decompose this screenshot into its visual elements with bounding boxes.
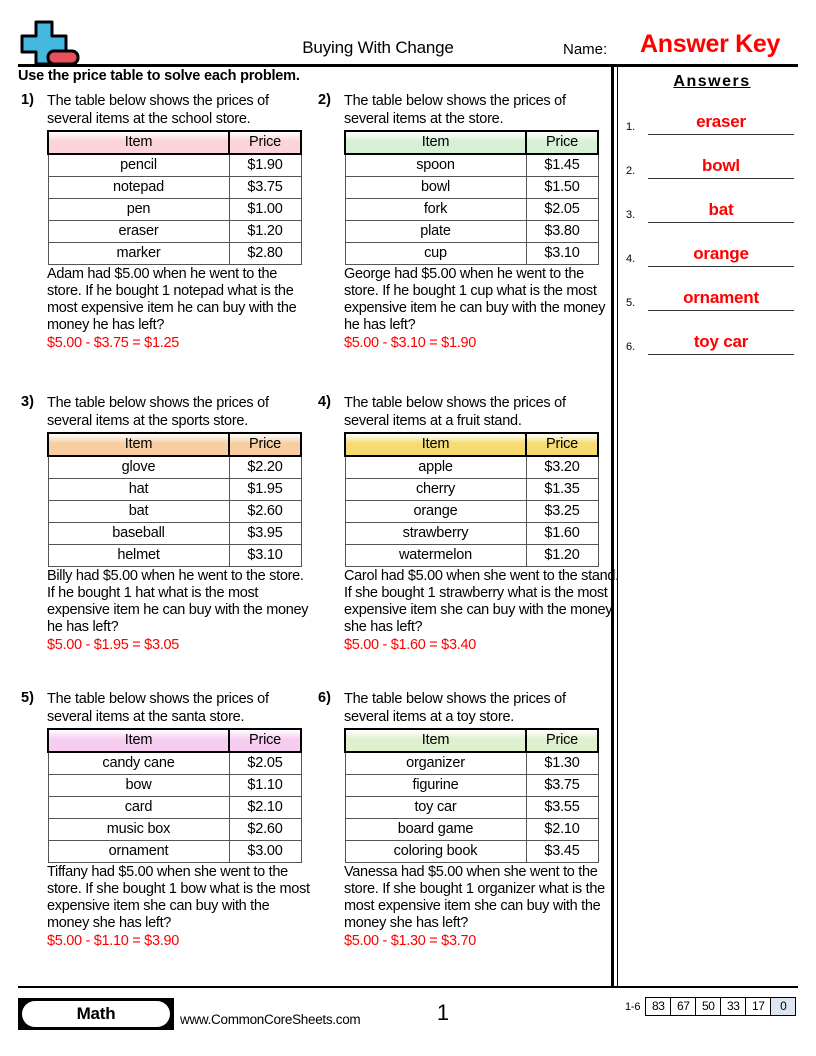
item-cell: organizer <box>345 752 526 775</box>
table-row <box>345 198 598 220</box>
price-cell: $2.20 <box>229 456 301 479</box>
column-header-price: Price <box>229 433 301 456</box>
problem-2 <box>315 92 608 352</box>
table-row <box>48 242 301 264</box>
problem-stem: The table below shows the prices of several items at the sports store. <box>47 395 269 430</box>
problem-3 <box>18 394 311 654</box>
price-table <box>47 432 302 567</box>
item-cell: bow <box>48 774 229 796</box>
table-row <box>345 242 598 264</box>
table-header-row <box>345 433 598 456</box>
item-cell: orange <box>345 500 526 522</box>
column-header-price: Price <box>526 729 598 752</box>
column-header-price: Price <box>526 131 598 154</box>
item-cell: apple <box>345 456 526 479</box>
price-cell: $1.35 <box>526 478 598 500</box>
table-row <box>48 220 301 242</box>
answer-row <box>622 267 802 311</box>
answer-number: 2. <box>626 165 636 177</box>
answer-value: ornament <box>683 288 759 307</box>
item-cell: ornament <box>48 840 229 862</box>
table-row <box>345 818 598 840</box>
table-row <box>48 796 301 818</box>
column-header-item: Item <box>48 433 229 456</box>
problem-number: 1) <box>21 92 34 108</box>
answer-value: bowl <box>702 156 740 175</box>
score-box: 33 <box>720 997 745 1016</box>
item-cell: pencil <box>48 154 229 177</box>
table-row <box>345 752 598 775</box>
price-cell: $2.60 <box>229 500 301 522</box>
price-cell: $3.75 <box>229 176 301 198</box>
answer-value: eraser <box>696 112 746 131</box>
price-cell: $1.00 <box>229 198 301 220</box>
price-table <box>344 432 599 567</box>
answer-row <box>622 91 802 135</box>
problem-stem: The table below shows the prices of several items at the school store. <box>47 93 269 128</box>
answer-number: 1. <box>626 121 636 133</box>
problem-body: Vanessa had $5.00 when she went to the store. If she bought 1 organizer what is the most expensive item she can buy with the money she has left? <box>344 863 605 932</box>
price-cell: $1.30 <box>526 752 598 775</box>
vertical-divider-thin <box>617 66 618 986</box>
price-cell: $2.05 <box>526 198 598 220</box>
problem-row <box>18 92 608 394</box>
price-table <box>47 130 302 265</box>
name-label: Name: <box>563 41 608 58</box>
problem-number: 5) <box>21 690 34 706</box>
problem-stem: The table below shows the prices of several items at a fruit stand. <box>344 395 566 430</box>
problem-number: 6) <box>318 690 331 706</box>
item-cell: card <box>48 796 229 818</box>
item-cell: baseball <box>48 522 229 544</box>
item-cell: bat <box>48 500 229 522</box>
table-header-row <box>48 729 301 752</box>
table-row <box>345 522 598 544</box>
item-cell: marker <box>48 242 229 264</box>
answer-value: orange <box>693 244 749 263</box>
column-header-item: Item <box>345 729 526 752</box>
table-header-row <box>345 729 598 752</box>
item-cell: candy cane <box>48 752 229 775</box>
item-cell: figurine <box>345 774 526 796</box>
table-header-row <box>48 433 301 456</box>
table-row <box>345 544 598 566</box>
page-title: Buying With Change <box>302 38 454 57</box>
price-cell: $1.95 <box>229 478 301 500</box>
item-cell: glove <box>48 456 229 479</box>
problem-body: Adam had $5.00 when he went to the store. If he bought 1 notepad what is the most expensive item he can buy with the money he has left? <box>47 265 297 334</box>
table-row <box>345 500 598 522</box>
price-cell: $3.00 <box>229 840 301 862</box>
price-cell: $2.60 <box>229 818 301 840</box>
price-cell: $1.50 <box>526 176 598 198</box>
problem-body: Carol had $5.00 when she went to the stand. If she bought 1 strawberry what is the most expensive item she can buy with the money she has left? <box>344 567 619 636</box>
price-cell: $2.10 <box>526 818 598 840</box>
table-header-row <box>48 131 301 154</box>
table-row <box>48 752 301 775</box>
answer-blank-line[interactable] <box>648 354 794 356</box>
item-cell: board game <box>345 818 526 840</box>
answer-row <box>622 179 802 223</box>
column-header-item: Item <box>345 433 526 456</box>
subject-badge <box>18 998 174 1030</box>
table-row <box>48 500 301 522</box>
table-row <box>48 774 301 796</box>
price-cell: $3.75 <box>526 774 598 796</box>
price-cell: $3.80 <box>526 220 598 242</box>
page-number: 1 <box>436 1000 450 1025</box>
price-cell: $3.20 <box>526 456 598 479</box>
answer-number: 4. <box>626 253 636 265</box>
column-header-item: Item <box>345 131 526 154</box>
table-row <box>48 840 301 862</box>
answer-key-label: Answer Key <box>640 30 781 58</box>
table-row <box>345 478 598 500</box>
price-cell: $3.10 <box>229 544 301 566</box>
answer-number: 6. <box>626 341 636 353</box>
price-cell: $1.45 <box>526 154 598 177</box>
price-cell: $1.10 <box>229 774 301 796</box>
item-cell: bowl <box>345 176 526 198</box>
problem-number: 4) <box>318 394 331 410</box>
page-header <box>18 14 798 66</box>
score-box: 67 <box>670 997 695 1016</box>
table-row <box>48 176 301 198</box>
score-strip <box>625 997 796 1016</box>
subject-badge-label: Math <box>22 1001 170 1027</box>
footer-divider <box>18 986 798 988</box>
item-cell: helmet <box>48 544 229 566</box>
price-cell: $1.60 <box>526 522 598 544</box>
item-cell: notepad <box>48 176 229 198</box>
problem-answer: $5.00 - $1.95 = $3.05 <box>47 636 179 653</box>
price-cell: $3.45 <box>526 840 598 862</box>
table-row <box>345 796 598 818</box>
problem-answer: $5.00 - $3.75 = $1.25 <box>47 334 179 351</box>
price-table <box>344 728 599 863</box>
problem-4 <box>315 394 619 654</box>
item-cell: toy car <box>345 796 526 818</box>
table-row <box>48 154 301 177</box>
price-cell: $3.25 <box>526 500 598 522</box>
table-row <box>48 198 301 220</box>
price-cell: $2.80 <box>229 242 301 264</box>
item-cell: hat <box>48 478 229 500</box>
score-range-label: 1-6 <box>625 1000 641 1013</box>
answer-value: bat <box>708 200 734 219</box>
column-header-price: Price <box>229 729 301 752</box>
plus-minus-icon <box>18 20 80 66</box>
price-cell: $2.05 <box>229 752 301 775</box>
price-cell: $1.20 <box>526 544 598 566</box>
problem-body: George had $5.00 when he went to the store. If he bought 1 cup what is the most expensive item he can buy with the money he has left? <box>344 265 606 334</box>
table-row <box>345 456 598 479</box>
item-cell: spoon <box>345 154 526 177</box>
item-cell: cherry <box>345 478 526 500</box>
item-cell: fork <box>345 198 526 220</box>
item-cell: plate <box>345 220 526 242</box>
item-cell: strawberry <box>345 522 526 544</box>
problem-stem: The table below shows the prices of several items at a toy store. <box>344 691 566 726</box>
item-cell: music box <box>48 818 229 840</box>
price-cell: $3.95 <box>229 522 301 544</box>
score-box: 17 <box>745 997 770 1016</box>
problem-stem: The table below shows the prices of several items at the santa store. <box>47 691 269 726</box>
price-cell: $1.20 <box>229 220 301 242</box>
vertical-divider-thick <box>611 66 614 986</box>
table-header-row <box>345 131 598 154</box>
answers-panel <box>622 66 802 355</box>
problem-row <box>18 690 608 980</box>
problem-body: Tiffany had $5.00 when she went to the store. If she bought 1 bow what is the most expensive item she can buy with the money she has left? <box>47 863 310 932</box>
price-cell: $1.90 <box>229 154 301 177</box>
problem-row <box>18 394 619 690</box>
answer-row <box>622 223 802 267</box>
item-cell: cup <box>345 242 526 264</box>
price-cell: $2.10 <box>229 796 301 818</box>
table-row <box>345 154 598 177</box>
problem-stem: The table below shows the prices of several items at the store. <box>344 93 566 128</box>
problem-5 <box>18 690 311 950</box>
answer-row <box>622 135 802 179</box>
score-box: 83 <box>645 997 670 1016</box>
problem-1 <box>18 92 311 352</box>
table-row <box>48 818 301 840</box>
table-row <box>48 456 301 479</box>
table-row <box>48 522 301 544</box>
score-box: 50 <box>695 997 720 1016</box>
price-table <box>47 728 302 863</box>
item-cell: eraser <box>48 220 229 242</box>
problem-answer: $5.00 - $3.10 = $1.90 <box>344 334 476 351</box>
problem-6 <box>315 690 608 950</box>
column-header-price: Price <box>526 433 598 456</box>
item-cell: pen <box>48 198 229 220</box>
problem-body: Billy had $5.00 when he went to the store. If he bought 1 hat what is the most expensive item he can buy with the money he has left? <box>47 567 309 636</box>
answer-row <box>622 311 802 355</box>
column-header-price: Price <box>229 131 301 154</box>
price-cell: $3.55 <box>526 796 598 818</box>
answer-value: toy car <box>693 332 749 351</box>
problem-number: 3) <box>21 394 34 410</box>
column-header-item: Item <box>48 131 229 154</box>
table-row <box>345 220 598 242</box>
answer-number: 3. <box>626 209 636 221</box>
problems-area <box>18 92 619 980</box>
table-row <box>345 176 598 198</box>
column-header-item: Item <box>48 729 229 752</box>
site-url: www.CommonCoreSheets.com <box>180 1012 361 1027</box>
answer-number: 5. <box>626 297 636 309</box>
price-cell: $3.10 <box>526 242 598 264</box>
item-cell: coloring book <box>345 840 526 862</box>
problem-answer: $5.00 - $1.60 = $3.40 <box>344 636 476 653</box>
item-cell: watermelon <box>345 544 526 566</box>
score-box: 0 <box>770 997 796 1016</box>
table-row <box>48 544 301 566</box>
table-row <box>345 840 598 862</box>
problem-answer: $5.00 - $1.10 = $3.90 <box>47 932 179 949</box>
instructions-text: Use the price table to solve each problem. <box>18 68 300 84</box>
answers-heading: Answers <box>673 73 751 90</box>
problem-number: 2) <box>318 92 331 108</box>
table-row <box>48 478 301 500</box>
price-table <box>344 130 599 265</box>
table-row <box>345 774 598 796</box>
problem-answer: $5.00 - $1.30 = $3.70 <box>344 932 476 949</box>
